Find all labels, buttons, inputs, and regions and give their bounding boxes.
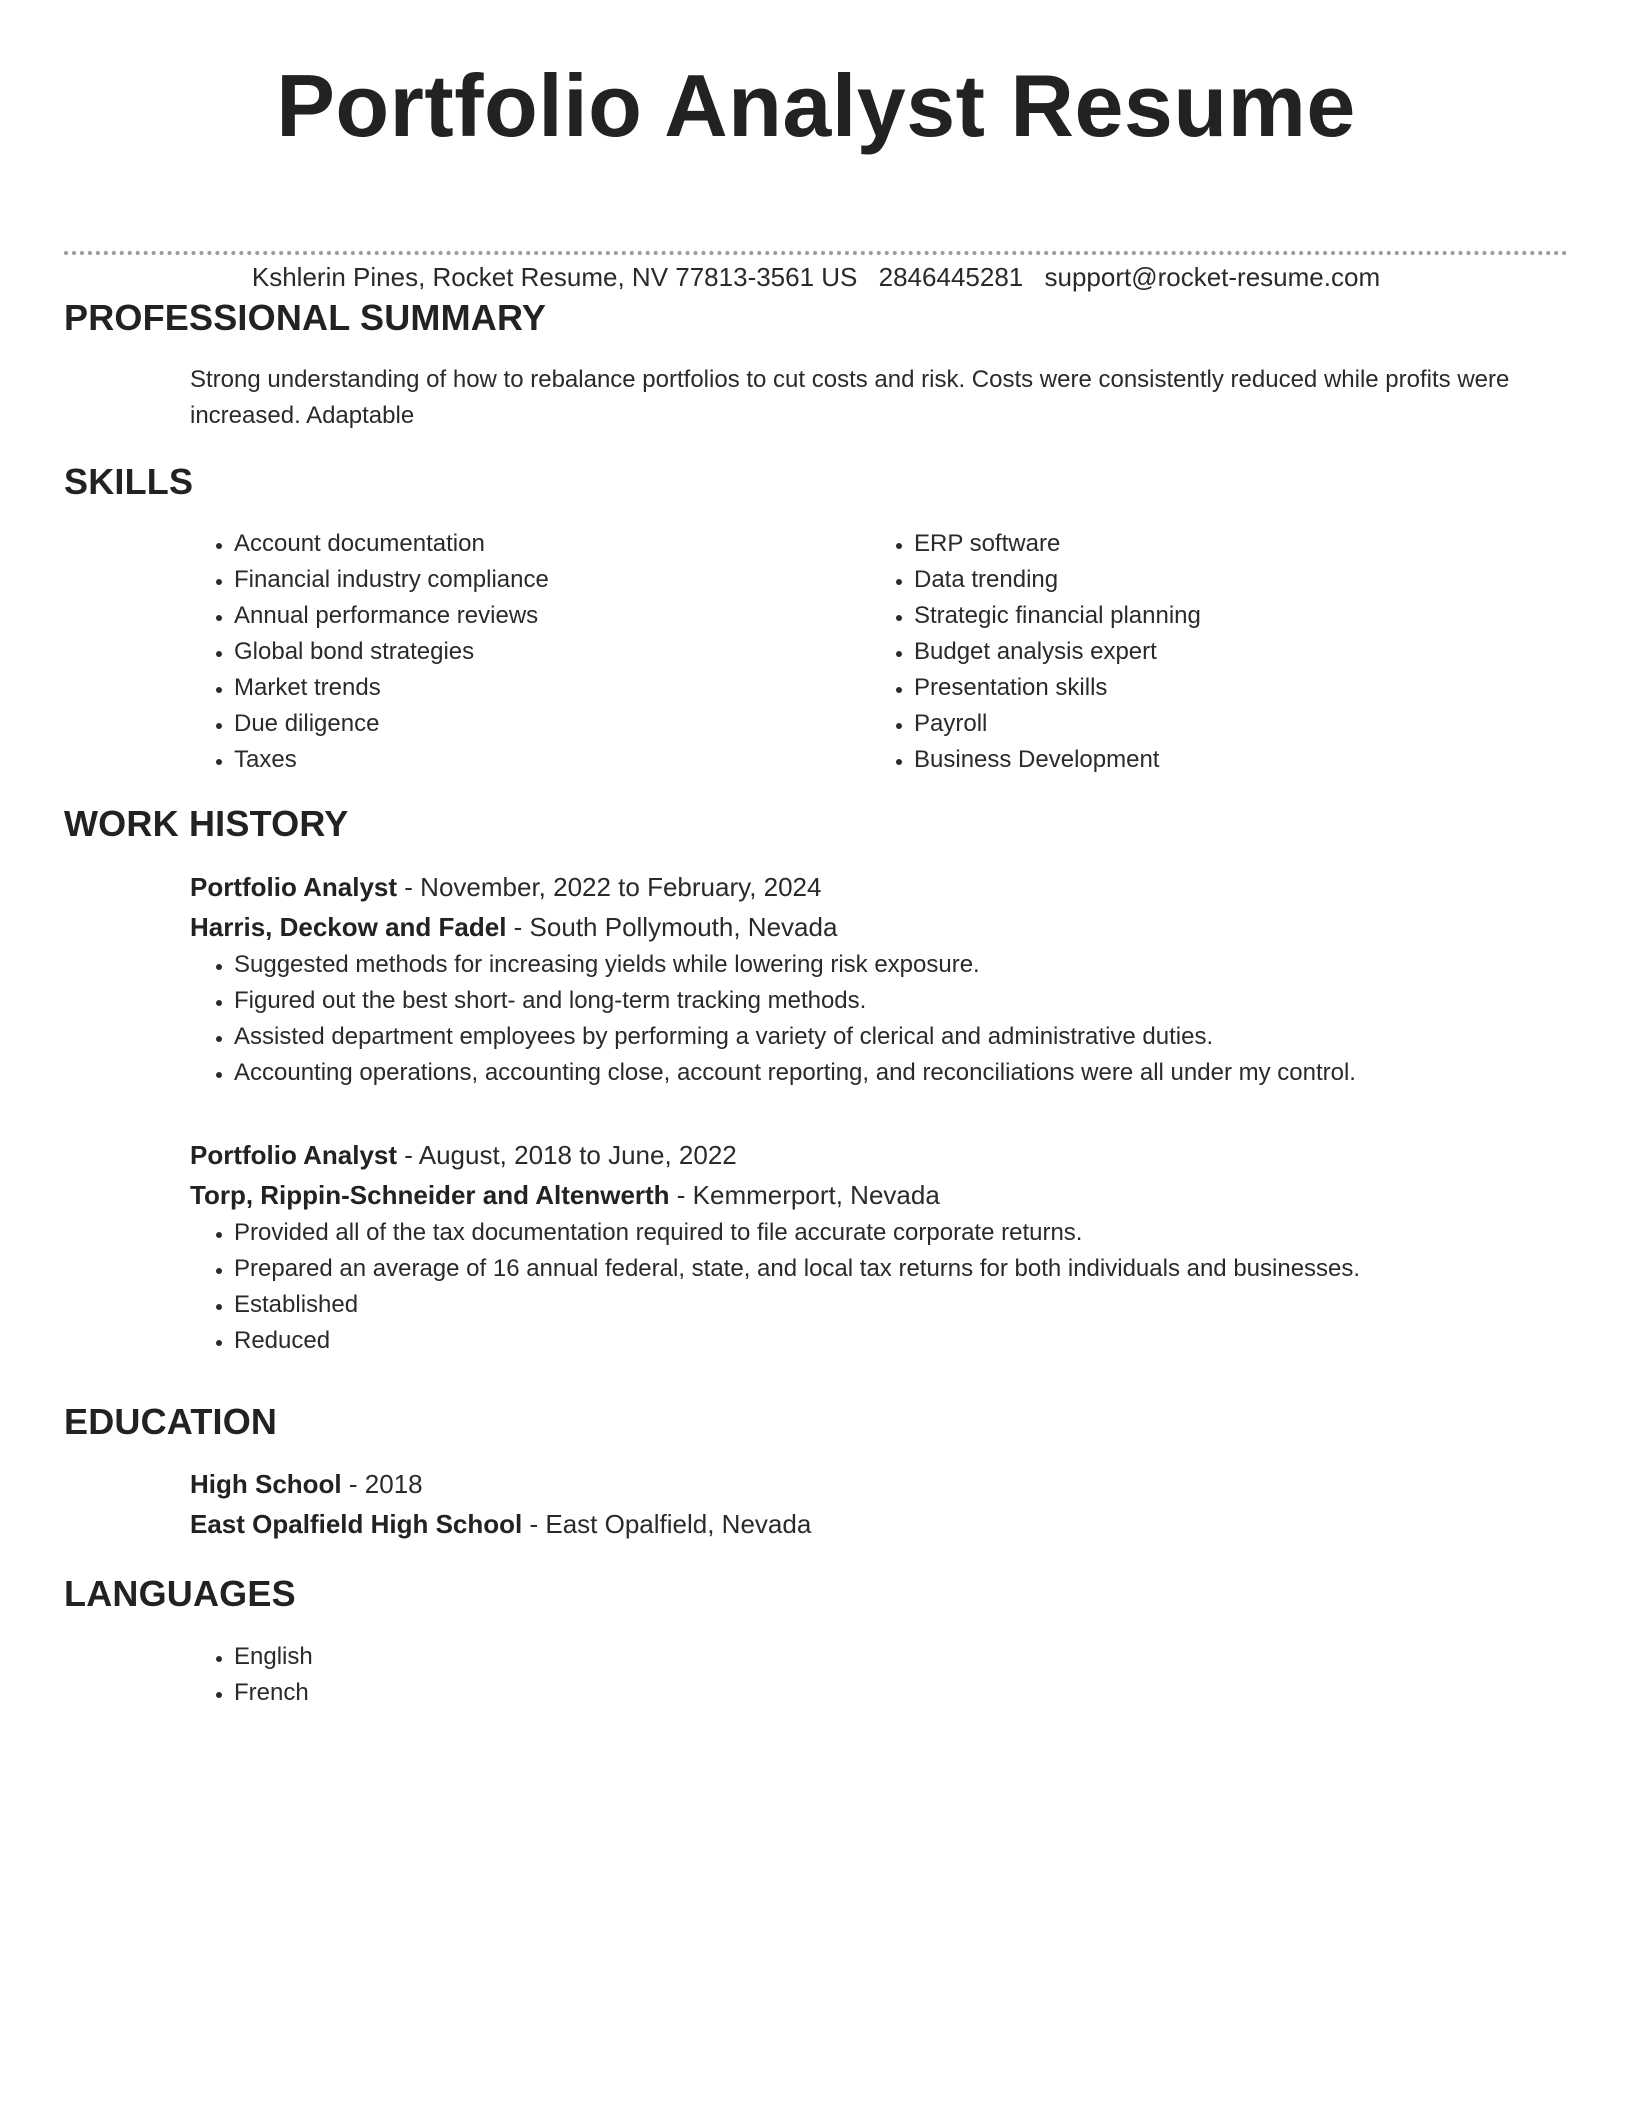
skill-item: • Market trends — [234, 670, 870, 706]
language-item: • French — [234, 1675, 1568, 1711]
resume-title: Portfolio Analyst Resume — [276, 56, 1356, 155]
contact-email: support@rocket-resume.com — [1044, 262, 1381, 292]
education-year: - 2018 — [341, 1469, 423, 1499]
summary-section — [190, 362, 1568, 434]
job-company: Harris, Deckow and Fadel — [190, 912, 507, 942]
education-school-line — [190, 1504, 1568, 1544]
job-duty: • Prepared an average of 16 annual federal, state, and local tax returns for both individuals and businesses. — [234, 1251, 1568, 1287]
job-title: Portfolio Analyst — [190, 1140, 398, 1170]
header-divider — [64, 251, 1568, 255]
skill-item: • ERP software — [914, 526, 1550, 562]
job-title-line — [190, 1135, 1568, 1175]
contact-phone: 2846445281 — [878, 262, 1024, 292]
job-dates: - November, 2022 to February, 2024 — [397, 872, 822, 902]
job-company-line — [190, 1175, 1568, 1215]
education-heading: EDUCATION — [64, 1401, 278, 1442]
skill-item: • Budget analysis expert — [914, 634, 1550, 670]
job-location: - South Pollymouth, Nevada — [506, 912, 838, 942]
job-title-line — [190, 867, 1568, 907]
skills-heading: SKILLS — [64, 461, 194, 502]
job-company-line — [190, 907, 1568, 947]
skill-item: • Financial industry compliance — [234, 562, 870, 598]
job-location: - Kemmerport, Nevada — [669, 1180, 940, 1210]
skills-list-right — [870, 526, 1550, 778]
job-entry — [190, 1135, 1568, 1359]
job-entry — [190, 867, 1568, 1091]
skill-item: • Presentation skills — [914, 670, 1550, 706]
job-duty: • Assisted department employees by performing a variety of clerical and administrative duties. — [234, 1019, 1568, 1055]
languages-section — [190, 1639, 1568, 1711]
job-duty: • Figured out the best short- and long-term tracking methods. — [234, 983, 1568, 1019]
education-location: - East Opalfield, Nevada — [522, 1509, 812, 1539]
job-dates: - August, 2018 to June, 2022 — [397, 1140, 737, 1170]
education-degree: High School — [190, 1469, 342, 1499]
contact-line — [64, 260, 1568, 294]
job-duties — [190, 1215, 1568, 1359]
education-school: East Opalfield High School — [190, 1509, 523, 1539]
skill-item: • Due diligence — [234, 706, 870, 742]
languages-heading: LANGUAGES — [64, 1573, 296, 1614]
job-duty: • Accounting operations, accounting close, account reporting, and reconciliations were all under my control. — [234, 1055, 1568, 1091]
skill-item: • Business Development — [914, 742, 1550, 778]
languages-list — [190, 1639, 1568, 1711]
summary-heading: PROFESSIONAL SUMMARY — [64, 297, 547, 338]
language-item: • English — [234, 1639, 1568, 1675]
job-duty: • Established — [234, 1287, 1568, 1323]
skill-item: • Taxes — [234, 742, 870, 778]
work-heading: WORK HISTORY — [64, 803, 349, 844]
job-title: Portfolio Analyst — [190, 872, 398, 902]
skill-item: • Payroll — [914, 706, 1550, 742]
education-degree-line — [190, 1464, 1568, 1504]
job-duty: • Reduced — [234, 1323, 1568, 1359]
job-duties — [190, 947, 1568, 1091]
skill-item: • Data trending — [914, 562, 1550, 598]
job-duty: • Suggested methods for increasing yields while lowering risk exposure. — [234, 947, 1568, 983]
skill-item: • Account documentation — [234, 526, 870, 562]
job-duty: • Provided all of the tax documentation required to file accurate corporate returns. — [234, 1215, 1568, 1251]
skills-list-left — [190, 526, 870, 778]
education-entry — [190, 1464, 1568, 1544]
contact-address: Kshlerin Pines, Rocket Resume, NV 77813-3561 US — [251, 262, 858, 292]
job-company: Torp, Rippin-Schneider and Altenwerth — [190, 1180, 670, 1210]
skills-section — [190, 526, 1568, 778]
skill-item: • Annual performance reviews — [234, 598, 870, 634]
skill-item: • Global bond strategies — [234, 634, 870, 670]
summary-text: Strong understanding of how to rebalance portfolios to cut costs and risk. Costs were consistently reduced while profits were increased. Adaptable — [190, 366, 1510, 429]
skill-item: • Strategic financial planning — [914, 598, 1550, 634]
